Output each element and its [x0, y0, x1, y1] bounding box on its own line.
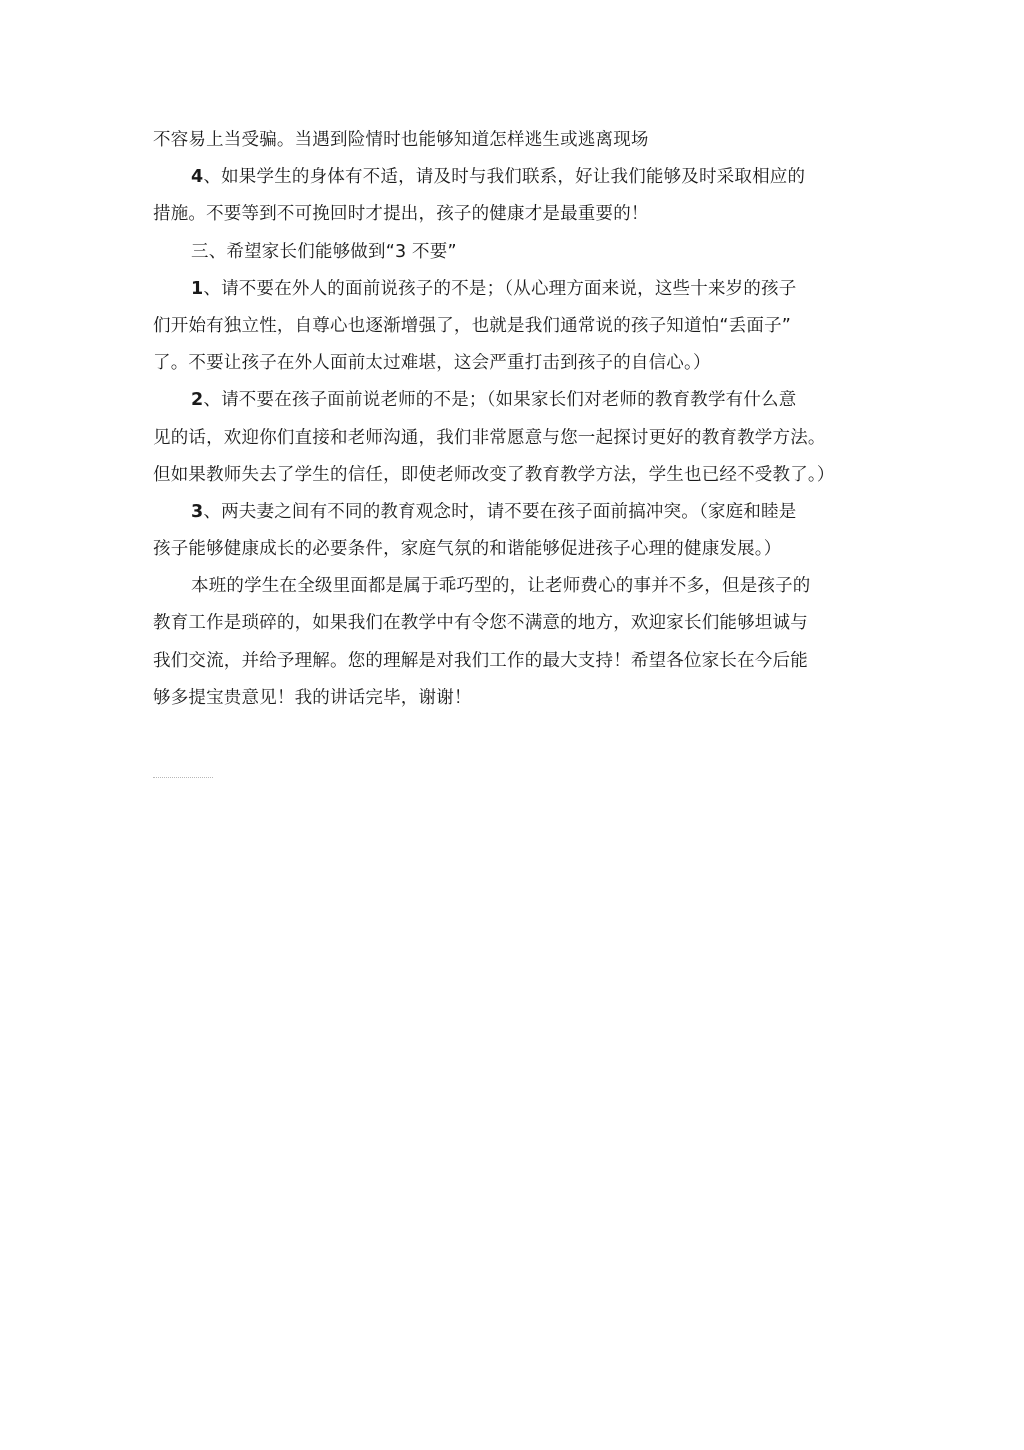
item-number: 2	[191, 390, 204, 411]
paragraph-line	[153, 680, 883, 717]
paragraph-line	[153, 494, 883, 531]
paragraph-line	[153, 196, 883, 233]
line-text: 三、希望家长们能够做到“3 不要”	[191, 241, 457, 262]
line-text: 但如果教师失去了学生的信任，即使老师改变了教育教学方法，学生也已经不受教了。）	[153, 464, 835, 485]
line-text: 措施。不要等到不可挽回时才提出，孩子的健康才是最重要的！	[153, 204, 649, 225]
paragraph-line	[153, 531, 883, 568]
item-number: 3	[191, 501, 204, 522]
paragraph-line	[153, 605, 883, 642]
paragraph-line	[153, 382, 883, 419]
footnote-divider	[153, 777, 213, 778]
item-number: 1	[191, 278, 204, 299]
line-text: 不容易上当受骗。当遇到险情时也能够知道怎样逃生或逃离现场	[153, 130, 649, 150]
paragraph-line	[153, 122, 883, 159]
line-text: 们开始有独立性，自尊心也逐渐增强了，也就是我们通常说的孩子知道怕“丢面子”	[153, 315, 792, 336]
line-text: 孩子能够健康成长的必要条件，家庭气氛的和谐能够促进孩子心理的健康发展。）	[153, 539, 782, 560]
paragraph-line	[153, 457, 883, 494]
paragraph-line	[153, 420, 883, 457]
paragraph-line	[153, 643, 883, 680]
paragraph-line	[153, 271, 883, 308]
speech-text	[153, 122, 883, 717]
line-text: 、请不要在外人的面前说孩子的不是；（从心理方面来说，这些十来岁的孩子	[203, 278, 797, 299]
line-text: 教育工作是琐碎的，如果我们在教学中有令您不满意的地方，欢迎家长们能够坦诚与	[153, 613, 808, 634]
line-text: 、如果学生的身体有不适，请及时与我们联系，好让我们能够及时采取相应的	[203, 167, 806, 188]
line-text: 了。不要让孩子在外人面前太过难堪，这会严重打击到孩子的自信心。）	[153, 353, 711, 374]
paragraph-line	[153, 308, 883, 345]
paragraph-line	[153, 159, 883, 196]
line-text: 见的话，欢迎你们直接和老师沟通，我们非常愿意与您一起探讨更好的教育教学方法。	[153, 427, 826, 448]
line-text: 本班的学生在全级里面都是属于乖巧型的，让老师费心的事并不多，但是孩子的	[191, 576, 811, 597]
line-text: 、两夫妻之间有不同的教育观念时，请不要在孩子面前搞冲突。（家庭和睦是	[203, 501, 797, 522]
paragraph-line	[153, 345, 883, 382]
line-text: 够多提宝贵意见！我的讲话完毕，谢谢！	[153, 687, 472, 708]
paragraph-line	[153, 568, 883, 605]
item-number: 4	[191, 167, 204, 188]
section-heading	[153, 234, 883, 271]
line-text: 、请不要在孩子面前说老师的不是；（如果家长们对老师的教育教学有什么意	[203, 390, 797, 411]
line-text: 我们交流，并给予理解。您的理解是对我们工作的最大支持！希望各位家长在今后能	[153, 650, 808, 671]
